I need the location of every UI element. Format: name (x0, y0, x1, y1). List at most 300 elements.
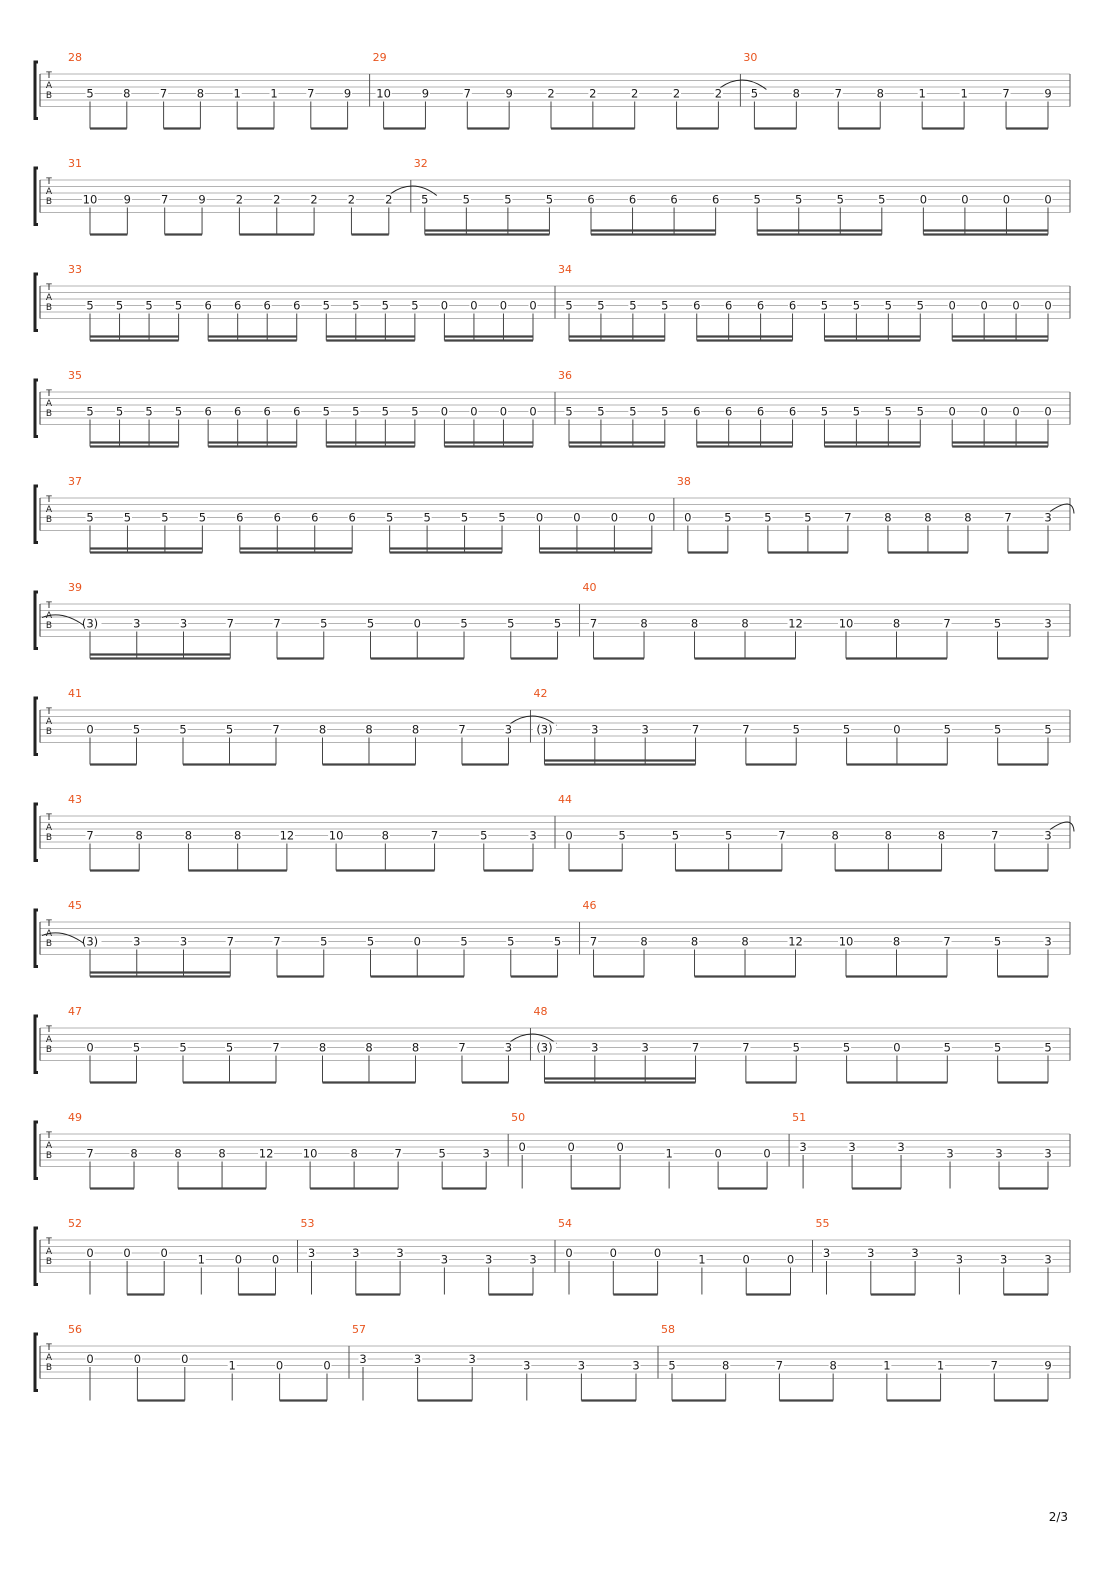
fret-number: 9 (421, 86, 430, 101)
fret-number: 0 (440, 298, 449, 313)
tab-clef-letter: B (45, 1151, 53, 1161)
fret-number: 0 (980, 298, 988, 313)
fret-number: 8 (411, 1040, 420, 1055)
fret-number: 3 (577, 1358, 586, 1373)
fret-number: 3 (591, 722, 599, 737)
fret-number: 7 (991, 828, 999, 843)
fret-number: 3 (179, 934, 188, 949)
fret-number: 8 (937, 828, 946, 843)
fret-number: 7 (159, 86, 168, 101)
fret-number: 5 (411, 404, 419, 419)
fret-number: 2 (310, 192, 318, 207)
fret-number: 5 (764, 510, 772, 525)
fret-number: 5 (366, 616, 375, 631)
fret-number: 8 (123, 86, 131, 101)
fret-number: 3 (485, 1252, 493, 1267)
system-bracket (35, 910, 38, 967)
fret-number: 8 (924, 510, 932, 525)
fret-number: 8 (876, 86, 884, 101)
fret-number: (3) (81, 934, 99, 949)
tab-clef-letter: B (45, 197, 53, 207)
measure-number: 38 (676, 475, 691, 488)
fret-number: 8 (411, 722, 420, 737)
fret-number: 0 (535, 510, 544, 525)
fret-number: 8 (365, 1040, 373, 1055)
fret-number: 8 (892, 934, 901, 949)
fret-number: 7 (272, 722, 280, 737)
fret-number: 3 (955, 1252, 964, 1267)
fret-number: 5 (460, 510, 469, 525)
fret-number: 8 (196, 86, 205, 101)
fret-number: 0 (610, 510, 619, 525)
fret-number: 5 (225, 1040, 234, 1055)
measure-number: 53 (300, 1217, 315, 1230)
fret-number: 9 (343, 86, 352, 101)
fret-number: 3 (133, 934, 141, 949)
fret-number: 5 (725, 828, 733, 843)
fret-number: 3 (529, 828, 537, 843)
fret-number: 5 (842, 1040, 851, 1055)
fret-number: 2 (547, 86, 555, 101)
fret-number: 6 (311, 510, 319, 525)
fret-number: 5 (1044, 1040, 1052, 1055)
fret-number: 0 (616, 1140, 624, 1154)
fret-number: 2 (347, 192, 356, 207)
fret-number: 3 (1044, 1146, 1052, 1161)
measure-number: 49 (68, 1111, 82, 1124)
fret-number: 3 (1000, 1252, 1008, 1267)
measure-number: 36 (558, 369, 572, 382)
fret-number: 8 (964, 510, 972, 525)
fret-number: 6 (348, 510, 356, 525)
fret-number: 5 (179, 1040, 187, 1055)
fret-number: 1 (918, 86, 926, 101)
tab-clef-letter: B (45, 1363, 53, 1373)
measure-number: 52 (68, 1217, 82, 1230)
measure-number: 39 (68, 581, 82, 594)
fret-number: 0 (1044, 298, 1052, 313)
system-bracket (35, 274, 38, 331)
system-bracket (35, 592, 38, 649)
fret-number: 3 (1044, 934, 1052, 949)
fret-number: 6 (788, 298, 797, 313)
fret-number: 8 (690, 934, 699, 949)
fret-number: 1 (960, 86, 968, 101)
fret-number: 0 (1002, 192, 1011, 207)
fret-number: 5 (852, 298, 861, 313)
fret-number: 0 (919, 192, 928, 207)
fret-number: 3 (995, 1146, 1003, 1161)
fret-number: 10 (376, 86, 391, 101)
fret-number: 0 (742, 1252, 750, 1267)
fret-number: 6 (693, 404, 701, 419)
tab-clef-letter: T (46, 919, 52, 929)
fret-number: 0 (1044, 192, 1052, 207)
measure-number: 55 (815, 1217, 830, 1230)
fret-number: 5 (115, 298, 124, 313)
fret-number: 8 (234, 828, 242, 843)
system-bracket (35, 62, 38, 119)
fret-number: 5 (411, 298, 419, 313)
fret-number: 5 (993, 616, 1002, 631)
fret-number: 3 (632, 1358, 640, 1373)
fret-number: 8 (218, 1146, 226, 1161)
fret-number: 0 (1012, 404, 1020, 419)
fret-number: 8 (741, 934, 749, 949)
fret-number: 5 (553, 616, 562, 631)
fret-number: 5 (322, 404, 330, 419)
tab-clef-letter: T (46, 1343, 52, 1353)
fret-number: 8 (741, 616, 749, 631)
fret-number: 5 (993, 722, 1002, 737)
fret-number: 5 (724, 510, 732, 525)
fret-number: 5 (916, 404, 924, 419)
fret-number: 5 (792, 1040, 800, 1055)
fret-number: 0 (133, 1352, 142, 1366)
fret-number: 10 (838, 616, 854, 631)
fret-number: 5 (352, 298, 360, 313)
fret-number: 3 (352, 1246, 360, 1260)
fret-number: 5 (661, 404, 669, 419)
fret-number: 5 (943, 1040, 951, 1055)
fret-number: 5 (916, 298, 924, 313)
fret-number: 0 (529, 298, 537, 313)
fret-number: 8 (640, 616, 648, 631)
measure-number: 31 (68, 157, 82, 170)
tab-clef-letter: B (45, 939, 53, 949)
tab-clef-letter: T (46, 495, 52, 505)
fret-number: 2 (385, 192, 393, 207)
fret-number: 6 (788, 404, 797, 419)
tab-clef-letter: A (45, 1247, 53, 1257)
fret-number: 10 (838, 934, 854, 949)
fret-number: 1 (270, 86, 278, 101)
fret-number: 7 (1002, 86, 1010, 101)
tab-clef-letter: B (45, 303, 53, 313)
tab-clef-letter: A (45, 187, 53, 197)
fret-number: 8 (690, 616, 699, 631)
measure-number: 40 (582, 581, 597, 594)
fret-number: 10 (82, 192, 98, 207)
fret-number: 8 (831, 828, 839, 843)
fret-number: 5 (795, 192, 803, 207)
fret-number: 5 (480, 828, 488, 843)
fret-number: 5 (993, 934, 1002, 949)
fret-number: 3 (359, 1352, 367, 1366)
measure-number: 51 (792, 1111, 807, 1124)
fret-number: 5 (750, 86, 759, 101)
fret-number: 3 (641, 1040, 649, 1055)
fret-number: 8 (318, 722, 327, 737)
fret-number: 3 (641, 722, 649, 737)
fret-number: 3 (867, 1246, 875, 1260)
tab-clef-letter: T (46, 177, 52, 187)
fret-number: 5 (381, 298, 389, 313)
measure-number: 48 (533, 1005, 548, 1018)
fret-number: 0 (470, 298, 478, 313)
fret-number: 7 (226, 934, 234, 949)
fret-number: 5 (322, 298, 330, 313)
tab-clef-letter: T (46, 1131, 52, 1141)
measure-number: 44 (558, 793, 572, 806)
fret-number: 1 (883, 1358, 891, 1373)
fret-number: 5 (460, 616, 468, 631)
measure-number: 42 (533, 687, 548, 700)
fret-number: 6 (725, 298, 733, 313)
fret-number: 5 (462, 192, 471, 207)
fret-number: 5 (565, 298, 573, 313)
fret-number: 12 (788, 934, 803, 949)
fret-number: 5 (174, 298, 183, 313)
fret-number: 3 (523, 1358, 531, 1373)
fret-number: 0 (499, 404, 508, 419)
fret-number: 0 (86, 1040, 94, 1055)
fret-number: 7 (272, 1040, 280, 1055)
fret-number: 8 (350, 1146, 358, 1161)
fret-number: 5 (993, 1040, 1002, 1055)
fret-number: 0 (470, 404, 478, 419)
fret-number: (3) (81, 616, 99, 631)
tab-clef-letter: T (46, 71, 52, 81)
fret-number: 0 (1012, 298, 1020, 313)
measure-number: 37 (68, 475, 82, 488)
fret-number: 0 (893, 722, 901, 737)
fret-number: 6 (628, 192, 637, 207)
fret-number: 1 (665, 1146, 673, 1161)
fret-number: 3 (1044, 1252, 1052, 1267)
fret-number: 7 (430, 828, 439, 843)
fret-number: 0 (565, 1246, 573, 1260)
fret-number: 8 (318, 1040, 327, 1055)
fret-number: 5 (842, 722, 851, 737)
measure-number: 54 (558, 1217, 572, 1230)
tie-arc (720, 80, 766, 90)
tab-clef-letter: B (45, 1045, 53, 1055)
fret-number: 7 (161, 192, 169, 207)
tab-clef-letter: T (46, 1025, 52, 1035)
fret-number: 3 (179, 616, 188, 631)
fret-number: 3 (529, 1252, 537, 1267)
fret-number: 5 (123, 510, 132, 525)
fret-number: 5 (86, 298, 94, 313)
fret-number: 2 (273, 192, 281, 207)
fret-number: 3 (591, 1040, 599, 1055)
fret-number: (3) (536, 722, 553, 737)
fret-number: 5 (792, 722, 800, 737)
system-bracket (35, 1016, 38, 1073)
fret-number: 5 (504, 192, 512, 207)
fret-number: 5 (836, 192, 844, 207)
fret-number: 5 (86, 510, 94, 525)
fret-number: 9 (198, 192, 206, 207)
fret-number: 1 (936, 1358, 945, 1373)
fret-number: 0 (714, 1146, 722, 1161)
fret-number: 5 (381, 404, 389, 419)
fret-number: 1 (233, 86, 241, 101)
fret-number: 9 (1044, 86, 1052, 101)
measure-number: 34 (558, 263, 572, 276)
fret-number: 5 (179, 722, 187, 737)
fret-number: 5 (423, 510, 431, 525)
fret-number: 7 (273, 934, 281, 949)
fret-number: 12 (788, 616, 803, 631)
system-bracket (35, 1334, 38, 1391)
fret-number: 3 (468, 1352, 476, 1366)
fret-number: 5 (507, 616, 515, 631)
fret-number: 5 (145, 404, 153, 419)
fret-number: 2 (672, 86, 681, 101)
fret-number: 3 (897, 1140, 905, 1154)
tie-arc (391, 186, 437, 196)
tab-clef-letter: A (45, 1035, 53, 1045)
fret-number: 2 (589, 86, 597, 101)
tab-clef-letter: T (46, 283, 52, 293)
fret-number: 0 (893, 1040, 901, 1055)
fret-number: 5 (132, 1040, 141, 1055)
fret-number: 6 (236, 510, 244, 525)
fret-number: 7 (86, 1146, 94, 1161)
fret-number: 5 (115, 404, 124, 419)
fret-number: 8 (365, 722, 373, 737)
fret-number: 5 (878, 192, 886, 207)
fret-number: 7 (86, 828, 94, 843)
tab-clef-letter: B (45, 1257, 53, 1267)
fret-number: 7 (589, 934, 598, 949)
fret-number: 5 (320, 616, 328, 631)
fret-number: 5 (352, 404, 360, 419)
fret-number: 6 (670, 192, 678, 207)
fret-number: 0 (948, 298, 956, 313)
fret-number: 0 (86, 1246, 94, 1260)
fret-number: 3 (946, 1146, 954, 1161)
tab-clef-letter: A (45, 293, 53, 303)
fret-number: 5 (174, 404, 183, 419)
fret-number: 7 (778, 828, 786, 843)
fret-number: 5 (629, 298, 637, 313)
fret-number: 5 (884, 404, 892, 419)
fret-number: 0 (763, 1146, 771, 1161)
measure-number: 45 (68, 899, 82, 912)
fret-number: 0 (684, 510, 692, 525)
fret-number: 0 (653, 1246, 662, 1260)
fret-number: 12 (258, 1146, 274, 1161)
tab-clef-letter: B (45, 833, 53, 843)
fret-number: 3 (848, 1140, 856, 1154)
fret-number: 5 (225, 722, 234, 737)
tab-clef-letter: A (45, 823, 53, 833)
fret-number: 7 (943, 934, 951, 949)
tab-clef-letter: B (45, 409, 53, 419)
fret-number: 5 (498, 510, 506, 525)
fret-number: 7 (1004, 510, 1012, 525)
measure-number: 41 (68, 687, 82, 700)
fret-number: 5 (804, 510, 812, 525)
fret-number: 5 (507, 934, 515, 949)
measure-number: 43 (68, 793, 82, 806)
tab-clef-letter: T (46, 813, 52, 823)
tab-clef-letter: A (45, 717, 53, 727)
measure-number: 29 (372, 51, 387, 64)
fret-number: 7 (458, 1040, 466, 1055)
fret-number: 0 (440, 404, 449, 419)
system-bracket (35, 380, 38, 437)
measure-number: 28 (68, 51, 82, 64)
measure-number: 30 (743, 51, 758, 64)
fret-number: 5 (618, 828, 626, 843)
fret-number: 5 (1044, 722, 1052, 737)
fret-number: 5 (668, 1358, 676, 1373)
fret-number: 5 (86, 404, 94, 419)
fret-number: 8 (135, 828, 143, 843)
fret-number: 3 (307, 1246, 316, 1260)
fret-number: 6 (234, 404, 242, 419)
fret-number: 5 (661, 298, 669, 313)
measure-number: 58 (661, 1323, 675, 1336)
fret-number: 7 (943, 616, 951, 631)
fret-number: 5 (671, 828, 680, 843)
fret-number: 5 (460, 934, 468, 949)
fret-number: 6 (204, 298, 212, 313)
tab-clef-letter: A (45, 929, 53, 939)
system-bracket (35, 168, 38, 225)
fret-number: 5 (145, 298, 153, 313)
tab-clef-letter: A (45, 505, 53, 515)
fret-number: (3) (536, 1040, 553, 1055)
fret-number: 3 (1044, 616, 1052, 631)
fret-number: 0 (609, 1246, 617, 1260)
fret-number: 2 (714, 86, 723, 101)
fret-number: 3 (911, 1246, 919, 1260)
fret-number: 7 (458, 722, 466, 737)
fret-number: 7 (844, 510, 852, 525)
fret-number: 1 (698, 1252, 706, 1267)
system-bracket (35, 1122, 38, 1179)
fret-number: 0 (123, 1246, 131, 1260)
fret-number: 3 (504, 1040, 513, 1055)
fret-number: 9 (123, 192, 132, 207)
fret-number: 7 (226, 616, 234, 631)
fret-number: 6 (711, 192, 720, 207)
fret-number: 0 (181, 1352, 189, 1366)
tab-clef-letter: A (45, 1353, 53, 1363)
fret-number: 0 (980, 404, 988, 419)
fret-number: 3 (440, 1252, 449, 1267)
fret-number: 5 (132, 722, 141, 737)
fret-number: 0 (271, 1252, 280, 1267)
tab-clef-letter: B (45, 515, 53, 525)
fret-number: 3 (799, 1140, 807, 1154)
fret-number: 7 (394, 1146, 402, 1161)
tab-clef-letter: T (46, 389, 52, 399)
fret-number: 0 (413, 616, 421, 631)
fret-number: 7 (834, 86, 842, 101)
fret-number: 12 (279, 828, 295, 843)
fret-number: 0 (518, 1140, 526, 1154)
fret-number: 6 (693, 298, 701, 313)
fret-number: 0 (86, 1352, 94, 1366)
fret-number: 5 (884, 298, 892, 313)
fret-number: 0 (948, 404, 956, 419)
fret-number: 5 (753, 192, 761, 207)
fret-number: 3 (1044, 510, 1052, 525)
fret-number: 0 (1044, 404, 1052, 419)
fret-number: 3 (1044, 828, 1052, 843)
fret-number: 5 (943, 722, 951, 737)
fret-number: 3 (413, 1352, 422, 1366)
fret-number: 5 (421, 192, 429, 207)
system-bracket (35, 486, 38, 543)
tab-clef-letter: B (45, 621, 53, 631)
